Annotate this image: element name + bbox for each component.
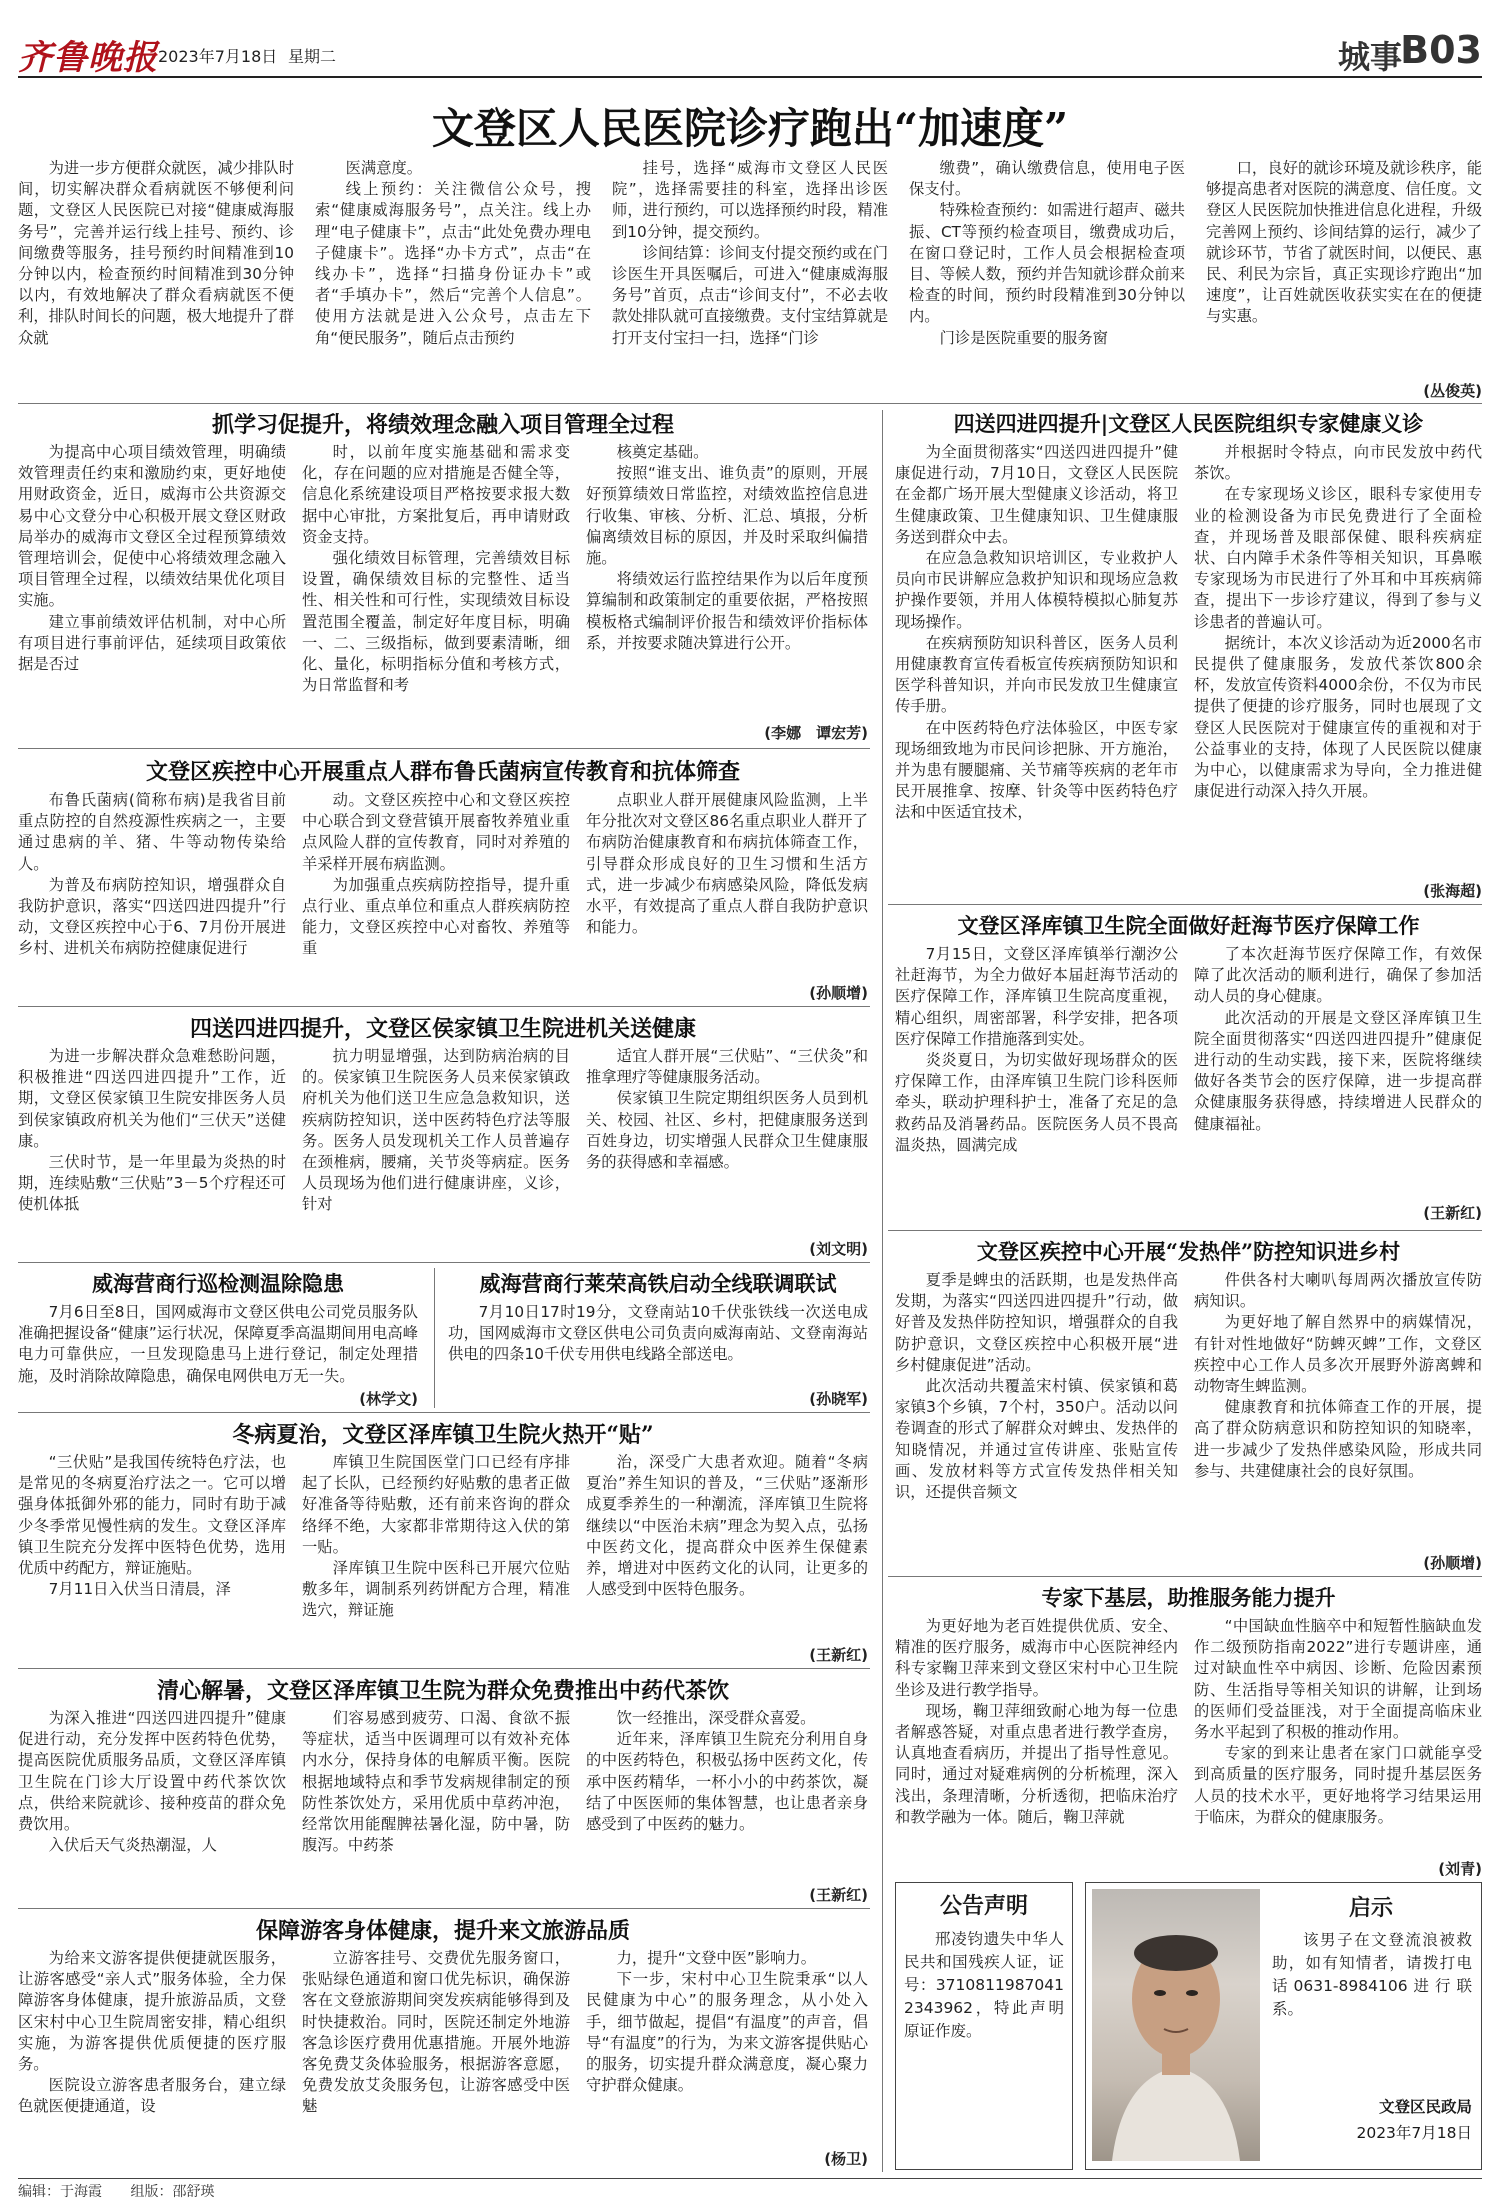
right-article-3-author: (孙顺增) — [1423, 1554, 1482, 1572]
divider — [888, 1576, 1482, 1577]
paragraph: 布鲁氏菌病(简称布病)是我省目前重点防控的自然疫源性疾病之一，主要通过患病的羊、猪、牛等动物传染给人。 — [18, 791, 286, 873]
divider — [18, 1262, 870, 1263]
lead-col-1 — [18, 158, 294, 400]
paragraph: 门诊是医院重要的服务窗 — [939, 328, 1108, 347]
qishi-date: 2023年7月18日 — [1356, 2124, 1472, 2142]
paragraph: 将绩效运行监控结果作为以后年度预算编制和政策制定的重要依据，严格按照模板格式编制评价报告和绩效评价指标体系，并按要求随决算进行公开。 — [586, 570, 868, 652]
paragraph: 诊间结算：诊间支付提交预约或在门诊医生开具医嘱后，可进入“健康威海服务号”首页，点击“诊间支付”，不必去收款处排队就可直接缴费。支付宝结算就是打开支付宝扫一扫，选择“门诊 — [612, 243, 888, 347]
paragraph: 专家的到来让患者在家门口就能享受到高质量的医疗服务，同时提升基层医务人员的技术水平，更好地将学习结果运用于临床，为群众的健康服务。 — [1194, 1744, 1482, 1826]
right-article-4-col-2 — [1194, 1616, 1482, 1856]
paragraph: 此次活动的开展是文登区泽库镇卫生院全面贯彻落实“四送四进四提升”健康促进行动的生动实践，接下来，医院将继续做好各类节会的医疗保障，进一步提高群众健康服务获得感，持续增进人民群众的健康福祉。 — [1194, 1008, 1482, 1133]
article-6-col-3 — [586, 1452, 868, 1642]
paragraph: 为深入推进“四送四进四提升”健康促进行动，充分发挥中医药特色优势，提高医院优质服务品质，文登区泽库镇卫生院在门诊大厅设置中药代茶饮饮点，供给来院就诊、接种疫苗的群众免费饮用。 — [18, 1709, 286, 1834]
right-article-2-col-1 — [895, 944, 1178, 1224]
paragraph: 为提高中心项目绩效管理，明确绩效管理责任约束和激励约束，更好地使用财政资金，近日，威海市公共资源交易中心文登分中心积极开展文登区财政局举办的威海市文登区全过程预算绩效管理培训会，促使中心将绩效理念融入项目管理全过程，以绩效结果优化项目实施。 — [18, 443, 286, 610]
lead-col-3 — [612, 158, 888, 400]
person-silhouette-icon — [1092, 1889, 1260, 2161]
paragraph: 邢凌钧遗失中华人民共和国残疾人证，证号：37108119870412343962，特此声明原证作废。 — [904, 1930, 1064, 2040]
paragraph: 强化绩效目标管理，完善绩效目标设置，确保绩效目标的完整性、适当性、相关性和可行性，实现绩效目标设置范围全覆盖，制定好年度目标，明确一、二、三级指标，做到要素清晰，细化、量化，标明指标分值和考核方式，为日常监督和考 — [302, 549, 570, 695]
lead-col-4 — [909, 158, 1185, 400]
paragraph: “中国缺血性脑卒中和短暂性脑缺血发作二级预防指南2022”进行专题讲座，通过对缺血性卒中病因、诊断、危险因素预防、生活指导等相关知识的讲解，让到场的医师们受益匪浅，对于全面提高临床业务水平起到了积极的推动作用。 — [1194, 1617, 1482, 1742]
lead-col-2 — [315, 158, 591, 400]
right-article-1-author: (张海超) — [1423, 882, 1482, 900]
notice-title: 公告声明 — [939, 1893, 1028, 1919]
paragraph: 医满意度。 — [345, 159, 423, 177]
paragraph: 适宜人群开展“三伏贴”、“三伏灸”和推拿理疗等健康服务活动。 — [586, 1047, 868, 1087]
paragraph: 口，良好的就诊环境及就诊秩序，能够提高患者对医院的满意度、信任度。文登区人民医院加快推进信息化进程，升级完善网上预约、诊间结算的运行，减少了就诊环节，节省了就医时间，以便民、惠民、利民为宗旨，真正实现诊疗跑出“加速度”，让百姓就医收获实实在在的便捷与实惠。 — [1206, 159, 1482, 326]
right-article-1-headline: 四送四进四提升|文登区人民医院组织专家健康义诊 — [953, 411, 1424, 436]
newspaper-logo: 齐鲁晚报 — [18, 38, 158, 78]
article-5-headline: 威海营商行莱荣高铁启动全线联调联试 — [479, 1271, 837, 1296]
article-4-body — [18, 1302, 418, 1386]
article-3-col-3 — [586, 1046, 868, 1236]
article-8-headline: 保障游客身体健康，提升来文旅游品质 — [255, 1918, 630, 1944]
article-2-author: (孙顺增) — [809, 984, 868, 1002]
article-7-col-2 — [302, 1708, 570, 1904]
paragraph: 7月10日17时19分，文登南站10千伏张铁线一次送电成功，国网威海市文登区供电公司负责向威海南站、文登南海站供电的四条10千伏专用供电线路全部送电。 — [448, 1303, 868, 1364]
right-article-4-col-1 — [895, 1616, 1178, 1876]
paragraph: 为全面贯彻落实“四送四进四提升”健康促进行动，7月10日，文登区人民医院在金都广场开展大型健康义诊活动，将卫生健康政策、卫生健康知识、卫生健康服务送到群众中去。 — [895, 443, 1178, 546]
lead-col-5 — [1206, 158, 1482, 380]
article-5-author: (孙晓军) — [809, 1390, 868, 1408]
notice-body — [904, 1928, 1064, 2043]
issue-weekday: 星期二 — [288, 47, 337, 66]
paragraph: 们容易感到疲劳、口渴、食欲不振等症状，适当中医调理可以有效补充体内水分，保持身体的电解质平衡。医院根据地域特点和季节发病规律制定的预防性茶饮处方，采用优质中草药冲泡，经常饮用能醒脾祛暑化湿，防中暑，防腹泻。中药茶 — [302, 1709, 570, 1855]
paragraph: 动。文登区疾控中心和文登区疾控中心联合到文登营镇开展畜牧养殖业重点风险人群的宣传教育，同时对养殖的羊采样开展布病监测。 — [302, 791, 570, 873]
paragraph: 挂号，选择“威海市文登区人民医院”，选择需要挂的科室，选择出诊医师，进行预约，可以选择预约时段，精准到10分钟，提交预约。 — [612, 159, 888, 241]
missing-person-notice — [1085, 1882, 1482, 2170]
paragraph: 在应急急救知识培训区，专业救护人员向市民讲解应急救护知识和现场应急救护操作要领，并用人体模特模拟心肺复苏现场操作。 — [895, 549, 1178, 631]
paragraph: 为加强重点疾病防控指导，提升重点行业、重点单位和重点人群疾病防控能力，文登区疾控中心对畜牧、养殖等重 — [302, 875, 570, 958]
paragraph: 医院设立游客患者服务台，建立绿色就医便捷通道，设 — [18, 2076, 286, 2116]
article-3-col-2 — [302, 1046, 570, 1258]
lead-author: (丛俊英) — [1423, 382, 1482, 400]
divider — [888, 904, 1482, 905]
article-2-col-1 — [18, 790, 286, 1002]
divider — [18, 1412, 870, 1413]
paragraph: 炎炎夏日，为切实做好现场群众的医疗保障工作，由泽库镇卫生院门诊科医师牵头，联动护理科护士，准备了充足的急救药品及消暑药品。医院医务人员不畏高温炎热，圆满完成 — [895, 1051, 1178, 1154]
issue-date: 2023年7月18日 — [158, 47, 278, 66]
page-number: B03 — [1400, 28, 1482, 72]
right-article-3-col-2 — [1194, 1270, 1482, 1550]
right-article-2-col-2 — [1194, 944, 1482, 1200]
paragraph: 并根据时令特点，向市民发放中药代茶饮。 — [1194, 443, 1482, 483]
paragraph: 为进一步方便群众就医，减少排队时间，切实解决群众看病就医不够便利问题，文登区人民医院已对接“健康威海服务号”，完善并运行线上挂号、预约、诊间缴费等服务，挂号预约时间精准到10分钟以内，检查预约时间精准到30分钟以内，有效地解决了群众看病就医不便利，排队时间长的问题，极大地提升了群众就 — [18, 159, 294, 347]
person-photo — [1092, 1889, 1260, 2161]
divider — [18, 403, 1482, 404]
paragraph: 件供各村大喇叭每周两次播放宣传防病知识。 — [1194, 1271, 1482, 1311]
article-4-headline: 威海营商行巡检测温除隐患 — [92, 1271, 344, 1296]
right-article-3-col-1 — [895, 1270, 1178, 1574]
paragraph: 为普及布病防控知识，增强群众自我防护意识，落实“四送四进四提升”行动，文登区疾控中心于6、7月份开展进乡村、进机关布病防控健康促进行 — [18, 875, 286, 958]
article-6-col-1 — [18, 1452, 286, 1664]
right-article-4-author: (刘青) — [1438, 1860, 1482, 1878]
paragraph: 点职业人群开展健康风险监测，上半年分批次对文登区86名重点职业人群开了布病防治健康教育和布病抗体筛查工作，引导群众形成良好的卫生习惯和生活方式，进一步减少布病感染风险，降低发病水平，有效提高了重点人群自我防护意识和能力。 — [586, 791, 868, 937]
article-1-headline: 抓学习促提升，将绩效理念融入项目管理全过程 — [211, 412, 674, 438]
paragraph: 据统计，本次义诊活动为近2000名市民提供了健康服务，发放代茶饮800余杯，发放宣传资料4000余份，不仅为市民提供了便捷的诊疗服务，同时也展现了文登区人民医院对于健康宣传的重视和对于公益事业的支持，体现了人民医院以健康为中心，以健康需求为导向，全力推进健康促进行动深入持久开展。 — [1194, 633, 1482, 801]
article-1-author: (李娜 谭宏芳) — [764, 724, 868, 742]
paragraph: 健康教育和抗体筛查工作的开展，提高了群众防病意识和防控知识的知晓率，进一步减少了发热伴感染风险，形成共同参与、共建健康社会的良好氛围。 — [1194, 1398, 1482, 1480]
article-6-author: (王新红) — [809, 1646, 868, 1664]
paragraph: 立游客挂号、交费优先服务窗口，张贴绿色通道和窗口优先标识，确保游客在文登旅游期间突发疾病能够得到及时快捷救治。同时，医院还制定外地游客急诊医疗费用优惠措施。开展外地游客免费艾灸体验服务，根据游客意愿，免费发放艾灸服务包，让游客感受中医魅 — [302, 1949, 570, 2116]
article-7-author: (王新红) — [809, 1886, 868, 1904]
column-divider — [434, 1268, 435, 1408]
notice-box — [895, 1882, 1073, 2170]
paragraph: 为进一步解决群众急难愁盼问题，积极推进“四送四进四提升”工作，近期，文登区侯家镇卫生院安排医务人员到侯家镇政府机关为他们“三伏天”送健康。 — [18, 1047, 286, 1150]
article-8-author: (杨卫) — [824, 2150, 868, 2168]
qishi-org: 文登区民政局 — [1378, 2098, 1472, 2116]
paragraph: 三伏时节，是一年里最为炎热的时期，连续贴敷“三伏贴”3－5个疗程还可使机体抵 — [18, 1153, 286, 1214]
qishi-body — [1272, 1929, 1472, 2079]
column-divider — [882, 410, 883, 2172]
paragraph: 核奠定基础。 — [616, 443, 709, 461]
divider — [18, 1006, 870, 1007]
paragraph: 在专家现场义诊区，眼科专家使用专业的检测设备为市民免费进行了全面检查，并现场普及眼部保健、眼科疾病症状、白内障手术条件等相关知识，耳鼻喉专家现场为市民进行了外耳和中耳疾病筛查，提出下一步诊疗建议，得到了参与义诊患者的普遍认可。 — [1194, 485, 1482, 631]
paragraph: 在疾病预防知识科普区，医务人员利用健康教育宣传看板宣传疾病预防知识和医学科普知识，并向市民发放卫生健康宣传手册。 — [895, 633, 1178, 716]
paragraph: 抗力明显增强，达到防病治病的目的。侯家镇卫生院医务人员来侯家镇政府机关为他们送卫生应急急救知识，送疾病防控知识，送中医药特色疗法等服务。医务人员发现机关工作人员普遍存在颈椎病，腰痛，关节炎等病症。医务人员现场为他们进行健康讲座，义诊，针对 — [302, 1047, 570, 1214]
paragraph: 为更好地为老百姓提供优质、安全、精准的医疗服务，威海市中心医院神经内科专家鞠卫萍来到文登区宋村中心卫生院坐诊及进行教学指导。 — [895, 1617, 1178, 1699]
divider — [18, 1908, 870, 1909]
paragraph: 泽库镇卫生院中医科已开展穴位贴敷多年，调制系列药饼配方合理，精准选穴，辩证施 — [302, 1559, 570, 1620]
paragraph: 为更好地了解自然界中的病媒情况，有针对性地做好“防蜱灭蜱”工作，文登区疾控中心工作人员多次开展野外游离蜱和动物寄生蜱监测。 — [1194, 1313, 1482, 1396]
paragraph: 入伏后天气炎热潮湿，人 — [48, 1836, 217, 1855]
article-3-col-1 — [18, 1046, 286, 1258]
page-footer — [18, 2178, 1482, 2200]
article-8-col-1 — [18, 1948, 286, 2164]
paragraph: 时，以前年度实施基础和需求变化，存在问题的应对措施是否健全等，信息化系统建设项目严格按要求报大数据中心审批，方案批复后，再申请财政资金支持。 — [302, 443, 570, 546]
paragraph: 特殊检查预约：如需进行超声、磁共振、CT等预约检查项目，缴费成功后，在窗口登记时，工作人员会根据检查项目、等候人数，预约并告知就诊群众前来检查的时间，预约时段精准到30分钟以内。 — [909, 201, 1185, 326]
paragraph: 为给来文游客提供便捷就医服务，让游客感受“亲人式”服务体验，全力保障游客身体健康，提升旅游品质，文登区宋村中心卫生院周密安排，精心组织实施，为游客提供优质便捷的医疗服务。 — [18, 1949, 286, 2074]
paragraph: 近年来，泽库镇卫生院充分利用自身的中医药特色，积极弘扬中医药文化，传承中医药精华，一杯小小的中药茶饮，凝结了中医医师的集体智慧，也让患者亲身感受到了中医药的魅力。 — [586, 1730, 868, 1834]
paragraph: “三伏贴”是我国传统特色疗法，也是常见的冬病夏治疗法之一。它可以增强身体抵御外邪的能力，同时有助于减少冬季常见慢性病的发生。文登区泽库镇卫生院充分发挥中医特色优势，选用优质中药配方，辩证施贴。 — [18, 1453, 286, 1578]
paragraph: 此次活动共覆盖宋村镇、侯家镇和葛家镇3个乡镇，7个村，350户。活动以问卷调查的形式了解群众对蜱虫、发热伴的知晓情况，并通过宣传讲座、张贴宣传画、发放材料等方式宣传发热伴相关知识，还提供音频文 — [895, 1377, 1178, 1502]
paragraph: 线上预约：关注微信公众号，搜索“健康威海服务号”，点关注。线上办理“电子健康卡”，点击“此处免费办理电子健康卡”。选择“办卡方式”，点击“在线办卡”，选择“扫描身份证办卡”或者“手填办卡”，然后“完善个人信息”。使用方法就是进入公众号，点击左下角“便民服务”，随后点击预约 — [315, 180, 591, 347]
article-2-col-2 — [302, 790, 570, 1002]
paragraph: 该男子在文登流浪被救助，如有知情者，请拨打电话0631-8984106进行联系。 — [1272, 1931, 1472, 2018]
article-7-col-3 — [586, 1708, 868, 1882]
masthead — [18, 28, 1482, 78]
paragraph: 下一步，宋村中心卫生院秉承“以人民健康为中心”的服务理念，从小处入手，细节做起，提倡“有温度”的声音，倡导“有温度”的行为，为来文游客提供贴心的服务，切实提升群众满意度，凝心聚力守护群众健康。 — [586, 1970, 868, 2095]
article-6-headline: 冬病夏治，文登区泽库镇卫生院火热开“贴” — [232, 1422, 654, 1448]
paragraph: 了本次赶海节医疗保障工作，有效保障了此次活动的顺利进行，确保了参加活动人员的身心健康。 — [1194, 945, 1482, 1006]
article-1-col-1 — [18, 442, 286, 742]
paragraph: 缴费”，确认缴费信息，使用电子医保支付。 — [909, 159, 1185, 199]
paragraph: 在中医药特色疗法体验区，中医专家现场细致地为市民问诊把脉、开方施治，并为患有腰腿痛、关节痛等疾病的老年市民开展推拿、按摩、针灸等中医药特色疗法和中医适宜技术， — [895, 718, 1178, 822]
divider — [18, 748, 870, 749]
paragraph: 库镇卫生院国医堂门口已经有序排起了长队，已经预约好贴敷的患者正做好准备等待贴敷，还有前来咨询的群众络绎不绝，大家都非常期待这入伏的第一贴。 — [302, 1453, 570, 1556]
paragraph: 7月6日至8日，国网威海市文登区供电公司党员服务队准确把握设备“健康”运行状况，保障夏季高温期间用电高峰电力可靠供应，一旦发现隐患马上进行登记，制定处理措施，及时消除故障隐患，确保电网供电万无一失。 — [18, 1303, 418, 1385]
article-2-col-3 — [586, 790, 868, 980]
article-7-headline: 清心解暑，文登区泽库镇卫生院为群众免费推出中药代茶饮 — [156, 1678, 729, 1704]
right-article-1-col-1 — [895, 442, 1178, 898]
article-3-author: (刘文明) — [809, 1240, 868, 1258]
paragraph: 力，提升“文登中医”影响力。 — [616, 1949, 817, 1967]
article-7-col-1 — [18, 1708, 286, 1904]
right-article-4-headline: 专家下基层，助推服务能力提升 — [1041, 1585, 1336, 1610]
lead-headline: 文登区人民医院诊疗跑出“加速度” — [431, 104, 1069, 153]
paragraph: 侯家镇卫生院定期组织医务人员到机关、校园、社区、乡村，把健康服务送到百姓身边，切实增强人民群众卫生健康服务的获得感和幸福感。 — [586, 1089, 868, 1172]
paragraph: 治，深受广大患者欢迎。随着“冬病夏治”养生知识的普及，“三伏贴”逐渐形成夏季养生的一种潮流，泽库镇卫生院将继续以“中医治未病”理念为契入点，弘扬中医药文化，提高群众中医养生保健素养，增进对中医药文化的认同，让更多的人感受到中医特色服务。 — [586, 1453, 868, 1599]
paragraph: 夏季是蜱虫的活跃期，也是发热伴高发期，为落实“四送四进四提升”行动，做好普及发热伴防控知识，增强群众的自我防护意识，文登区疾控中心积极开展“进乡村健康促进”活动。 — [895, 1271, 1178, 1374]
editor-credit: 编辑：于海霞 — [18, 2184, 102, 2200]
article-4-author: (林学文) — [359, 1390, 418, 1408]
qishi-title: 启示 — [1348, 1895, 1393, 1921]
right-article-1-col-2 — [1194, 442, 1482, 878]
right-article-2-headline: 文登区泽库镇卫生院全面做好赶海节医疗保障工作 — [957, 913, 1420, 938]
article-1-col-2 — [302, 442, 570, 742]
paragraph: 现场，鞠卫萍细致耐心地为每一位患者解惑答疑，对重点患者进行教学查房，认真地查看病历，并提出了指导性意见。同时，通过对疑难病例的分析梳理，深入浅出，条理清晰，分析透彻，把临床治疗和教学融为一体。随后，鞠卫萍就 — [895, 1701, 1178, 1826]
article-3-headline: 四送四进四提升，文登区侯家镇卫生院进机关送健康 — [189, 1016, 696, 1042]
paragraph: 饮一经推出，深受群众喜爱。 — [616, 1709, 816, 1727]
layout-credit: 组版：邵舒瑛 — [130, 2184, 215, 2200]
paragraph: 建立事前绩效评估机制，对中心所有项目进行事前评估，延续项目政策依据是否过 — [18, 612, 286, 674]
paragraph: 7月15日，文登区泽库镇举行潮汐公社赶海节，为全力做好本届赶海节活动的医疗保障工作，泽库镇卫生院高度重视，精心组织，周密部署，科学安排，把各项医疗保障工作措施落到实处。 — [895, 945, 1178, 1048]
article-2-headline: 文登区疾控中心开展重点人群布鲁氏菌病宣传教育和抗体筛查 — [145, 759, 740, 785]
article-6-col-2 — [302, 1452, 570, 1664]
article-8-col-3 — [586, 1948, 868, 2144]
article-8-col-2 — [302, 1948, 570, 2164]
article-5-body — [448, 1302, 868, 1386]
right-article-2-author: (王新红) — [1423, 1204, 1482, 1222]
section-name: 城事 — [1337, 38, 1402, 76]
paragraph: 按照“谁支出、谁负责”的原则，开展好预算绩效日常监控，对绩效监控信息进行收集、审核、分析、汇总、填报，分析偏离绩效目标的原因，并及时采取纠偏措施。 — [586, 464, 868, 568]
right-article-3-headline: 文登区疾控中心开展“发热伴”防控知识进乡村 — [976, 1239, 1401, 1264]
article-1-col-3 — [586, 442, 868, 720]
divider — [18, 1668, 870, 1669]
divider — [888, 1230, 1482, 1231]
paragraph: 7月11日入伏当日清晨，泽 — [48, 1580, 231, 1599]
